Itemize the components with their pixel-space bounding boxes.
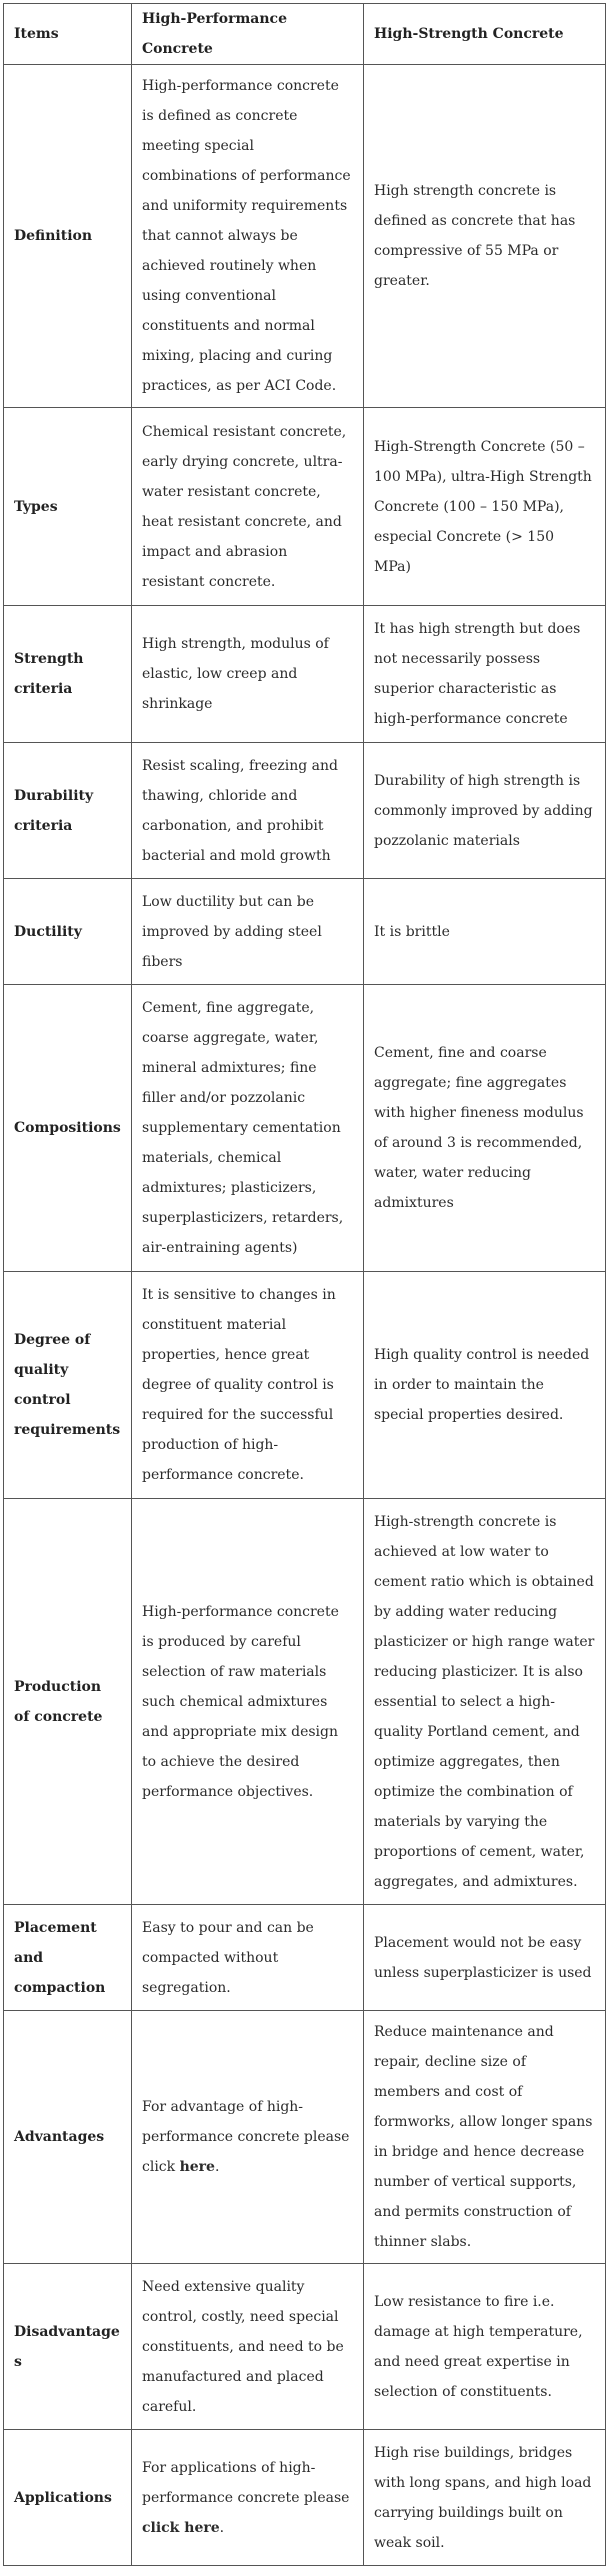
row-label: Applications <box>4 2430 132 2566</box>
row-label: Compositions <box>4 985 132 1272</box>
hsc-cell: It has high strength but does not necessarily possess superior characteristic as high-performance concrete <box>364 606 606 743</box>
header-high-performance-concrete: High-Performance Concrete <box>132 4 364 65</box>
table-row <box>4 879 606 985</box>
hpc-cell: Cement, fine aggregate, coarse aggregate, water, mineral admixtures; fine filler and/or pozzolanic supplementary cementation materials, chemical admixtures; plasticizers, superplasticizers, retarders, air-entraining agents) <box>132 985 364 1272</box>
hsc-cell: High strength concrete is defined as concrete that has compressive of 55 MPa or greater. <box>364 65 606 408</box>
hpc-cell: High strength, modulus of elastic, low creep and shrinkage <box>132 606 364 743</box>
applications-link[interactable]: click here <box>142 2519 220 2536</box>
hsc-cell: Durability of high strength is commonly improved by adding pozzolanic materials <box>364 743 606 879</box>
hsc-cell: Placement would not be easy unless superplasticizer is used <box>364 1905 606 2011</box>
hpc-cell: Chemical resistant concrete, early drying concrete, ultra-water resistant concrete, heat resistant concrete, and impact and abrasion resistant concrete. <box>132 408 364 606</box>
row-label: Disadvantages <box>4 2264 132 2430</box>
hsc-cell: High-Strength Concrete (50 – 100 MPa), ultra-High Strength Concrete (100 – 150 MPa), especial Concrete (> 150 MPa) <box>364 408 606 606</box>
comparison-table <box>3 3 606 2566</box>
row-label: Types <box>4 408 132 606</box>
hpc-cell: Low ductility but can be improved by adding steel fibers <box>132 879 364 985</box>
table-row <box>4 743 606 879</box>
hsc-cell: It is brittle <box>364 879 606 985</box>
hpc-cell: It is sensitive to changes in constituent material properties, hence great degree of quality control is required for the successful production of high-performance concrete. <box>132 1272 364 1499</box>
hsc-cell: Cement, fine and coarse aggregate; fine aggregates with higher fineness modulus of around 3 is recommended, water, water reducing admixtures <box>364 985 606 1272</box>
table-row <box>4 985 606 1272</box>
hsc-cell: Low resistance to fire i.e. damage at high temperature, and need great expertise in selection of constituents. <box>364 2264 606 2430</box>
hpc-cell <box>132 2011 364 2264</box>
header-row <box>4 4 606 65</box>
row-label: Placement and compaction <box>4 1905 132 2011</box>
table-row <box>4 2430 606 2566</box>
header-items: Items <box>4 4 132 65</box>
hpc-cell: High-performance concrete is defined as concrete meeting special combinations of performance and uniformity requirements that cannot always be achieved routinely when using conventional constituents and normal mixing, placing and curing practices, as per ACI Code. <box>132 65 364 408</box>
hpc-text: For applications of high-performance concrete please <box>142 2459 350 2506</box>
hsc-cell: High rise buildings, bridges with long spans, and high load carrying buildings built on weak soil. <box>364 2430 606 2566</box>
header-high-strength-concrete: High-Strength Concrete <box>364 4 606 65</box>
table-row <box>4 606 606 743</box>
table-header <box>4 4 606 65</box>
hsc-cell: High-strength concrete is achieved at low water to cement ratio which is obtained by adding water reducing plasticizer or high range water reducing plasticizer. It is also essential to select a high-quality Portland cement, and optimize aggregates, then optimize the combination of materials by varying the proportions of cement, water, aggregates, and admixtures. <box>364 1499 606 1905</box>
table-row <box>4 65 606 408</box>
hpc-cell: Resist scaling, freezing and thawing, chloride and carbonation, and prohibit bacterial and mold growth <box>132 743 364 879</box>
row-label: Degree of quality control requirements <box>4 1272 132 1499</box>
hpc-cell: Need extensive quality control, costly, need special constituents, and need to be manufactured and placed careful. <box>132 2264 364 2430</box>
advantages-link[interactable]: here <box>179 2159 215 2175</box>
row-label: Strength criteria <box>4 606 132 743</box>
table-row <box>4 1905 606 2011</box>
row-label: Ductility <box>4 879 132 985</box>
hpc-cell: High-performance concrete is produced by careful selection of raw materials such chemical admixtures and appropriate mix design to achieve the desired performance objectives. <box>132 1499 364 1905</box>
hpc-cell <box>132 2430 364 2566</box>
hpc-text-suffix: . <box>214 2159 220 2175</box>
row-label: Durability criteria <box>4 743 132 879</box>
row-label: Advantages <box>4 2011 132 2264</box>
table-row <box>4 408 606 606</box>
table-row <box>4 1272 606 1499</box>
hpc-cell: Easy to pour and can be compacted without segregation. <box>132 1905 364 2011</box>
hsc-cell: High quality control is needed in order to maintain the special properties desired. <box>364 1272 606 1499</box>
table-body <box>4 65 606 2566</box>
table-row <box>4 1499 606 1905</box>
table-row <box>4 2264 606 2430</box>
row-label: Definition <box>4 65 132 408</box>
table-row <box>4 2011 606 2264</box>
hpc-text-suffix: . <box>219 2519 225 2536</box>
hsc-cell: Reduce maintenance and repair, decline size of members and cost of formworks, allow longer spans in bridge and hence decrease number of vertical supports, and permits construction of thinner slabs. <box>364 2011 606 2264</box>
row-label: Production of concrete <box>4 1499 132 1905</box>
hpc-text: For advantage of high-performance concrete please click <box>142 2099 350 2175</box>
